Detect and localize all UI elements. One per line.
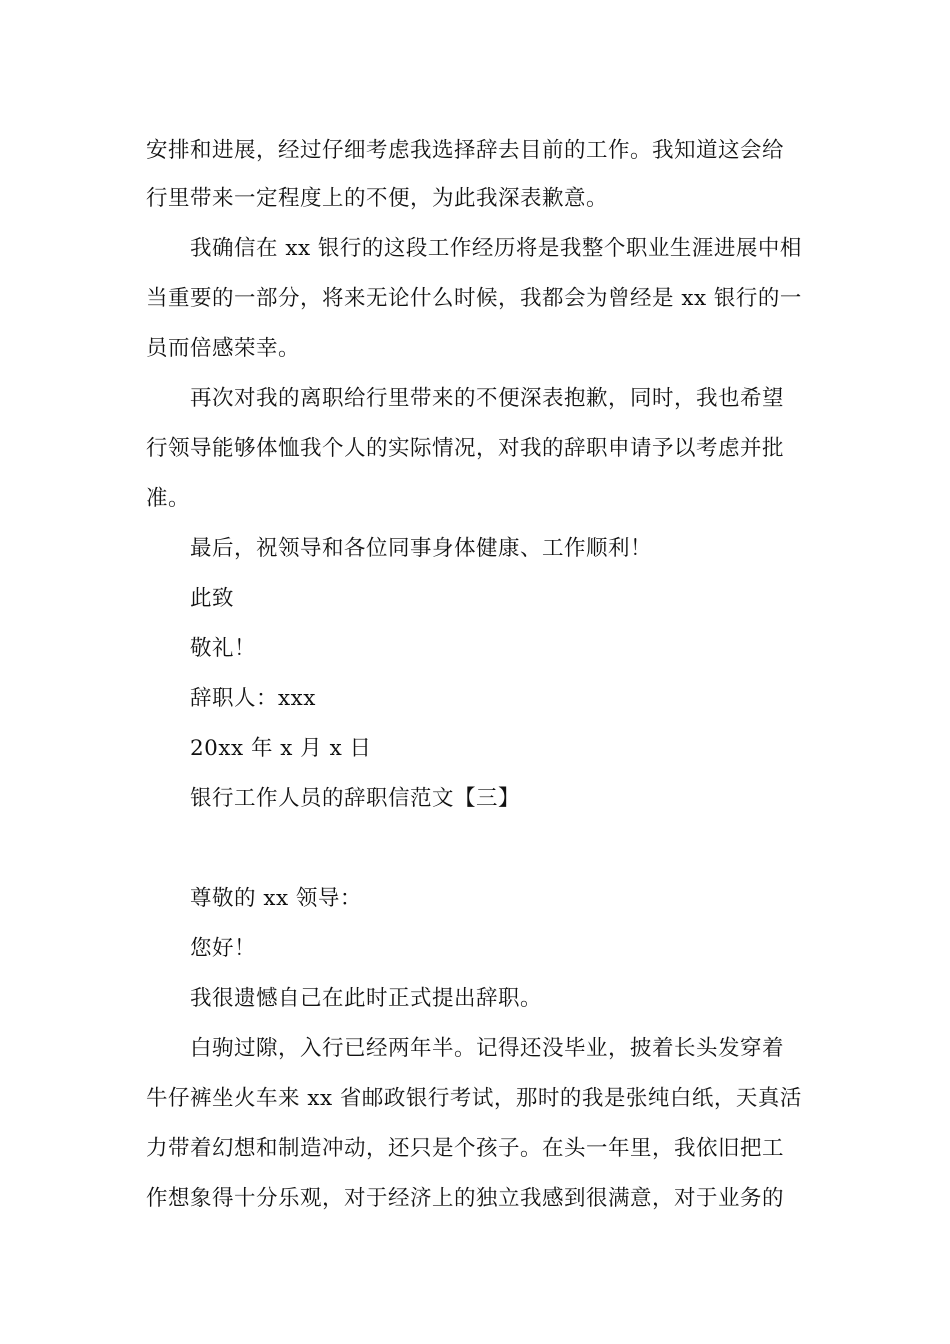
- signature-line: 辞职人：xxx: [190, 686, 316, 711]
- paragraph-line: 当重要的一部分，将来无论什么时候，我都会为曾经是 xx 银行的一: [146, 286, 802, 311]
- date-line: 20xx 年 x 月 x 日: [190, 736, 372, 761]
- paragraph-line: 准。: [146, 486, 191, 511]
- salutation-regards: 敬礼！: [190, 636, 257, 661]
- section-heading: 银行工作人员的辞职信范文【三】: [190, 786, 521, 811]
- paragraph-line: 我很遗憾自己在此时正式提出辞职。: [190, 986, 543, 1011]
- paragraph-line: 员而倍感荣幸。: [146, 336, 301, 361]
- paragraph-line: 牛仔裤坐火车来 xx 省邮政银行考试，那时的我是张纯白纸，天真活: [146, 1086, 802, 1111]
- paragraph-line: 再次对我的离职给行里带来的不便深表抱歉，同时，我也希望: [190, 386, 785, 411]
- paragraph-line: 安排和进展，经过仔细考虑我选择辞去目前的工作。我知道这会给: [146, 138, 785, 163]
- salutation-close: 此致: [190, 586, 235, 611]
- paragraph-line: 作想象得十分乐观，对于经济上的独立我感到很满意，对于业务的: [146, 1186, 785, 1211]
- paragraph-line: 白驹过隙，入行已经两年半。记得还没毕业，披着长头发穿着: [190, 1036, 785, 1061]
- paragraph-line: 行领导能够体恤我个人的实际情况，对我的辞职申请予以考虑并批: [146, 436, 785, 461]
- paragraph-line: 力带着幻想和制造冲动，还只是个孩子。在头一年里，我依旧把工: [146, 1136, 785, 1161]
- letter-hello: 您好！: [190, 936, 257, 961]
- letter-greeting: 尊敬的 xx 领导：: [190, 886, 362, 911]
- paragraph-line: 我确信在 xx 银行的这段工作经历将是我整个职业生涯进展中相: [190, 236, 802, 261]
- paragraph-line: 行里带来一定程度上的不便，为此我深表歉意。: [146, 186, 609, 211]
- closing-wish: 最后，祝领导和各位同事身体健康、工作顺利！: [190, 536, 653, 561]
